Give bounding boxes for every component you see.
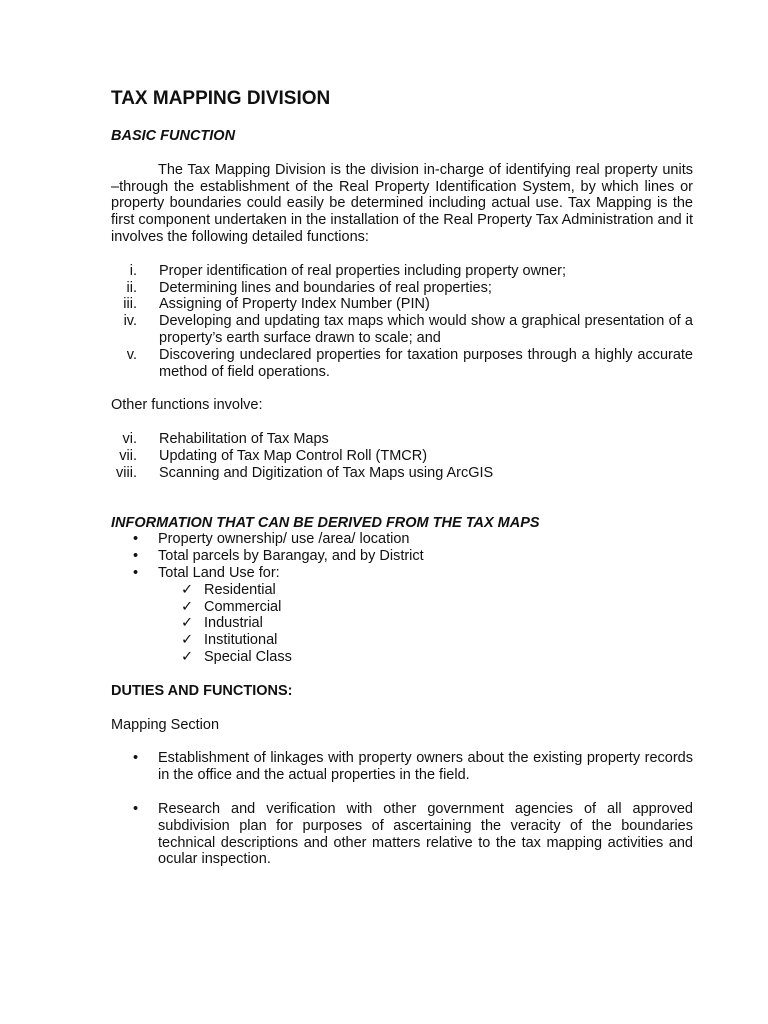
list-text: Institutional (204, 632, 278, 649)
other-functions-intro: Other functions involve: (111, 397, 263, 414)
list-text: Commercial (204, 598, 282, 615)
list-text: Assigning of Property Index Number (PIN) (159, 296, 430, 313)
list-item (111, 448, 693, 465)
list-number: i. (129, 262, 137, 279)
check-icon: ✓ (181, 598, 194, 615)
list-item (111, 431, 693, 448)
duties-heading: DUTIES AND FUNCTIONS: (111, 682, 293, 699)
list-number: iii. (123, 296, 137, 313)
list-text: Property ownership/ use /area/ location (158, 531, 410, 548)
list-text: Updating of Tax Map Control Roll (TMCR) (159, 447, 428, 464)
list-item (111, 347, 693, 381)
list-number: vi. (122, 431, 137, 448)
list-text: Special Class (204, 648, 292, 665)
information-list (111, 531, 693, 581)
list-number: ii. (126, 279, 137, 296)
list-item (111, 632, 693, 649)
list-text: Residential (204, 581, 276, 598)
list-text: Scanning and Digitization of Tax Maps using ArcGIS (159, 464, 494, 481)
bullet-icon: • (133, 548, 139, 565)
list-text: Research and verification with other government agencies of all approved subdivision plan for purposes of ascertaining the veracity of the boundaries technical descriptions and other matters relative to the tax mapping activities and ocular inspection. (158, 800, 693, 868)
list-item (111, 465, 693, 482)
list-item (111, 296, 693, 313)
list-number: viii. (116, 464, 137, 481)
list-item (111, 548, 693, 565)
list-text: Total Land Use for: (158, 564, 280, 581)
list-item (111, 280, 693, 297)
land-use-list (111, 582, 693, 666)
list-text: Proper identification of real properties including property owner; (159, 262, 567, 279)
mapping-section-label: Mapping Section (111, 716, 220, 733)
basic-function-list (111, 263, 693, 381)
basic-function-heading: BASIC FUNCTION (111, 128, 236, 144)
list-item (111, 313, 693, 347)
list-item (111, 615, 693, 632)
list-number: vii. (119, 447, 137, 464)
list-text: Determining lines and boundaries of real properties; (159, 279, 492, 296)
list-number: v. (126, 346, 137, 363)
list-item (111, 263, 693, 280)
bullet-icon: • (133, 800, 139, 817)
list-item (111, 531, 693, 548)
document-page (111, 88, 693, 868)
basic-function-paragraph: The Tax Mapping Division is the division in-charge of identifying real property units –through the establishment of the Real Property Identification System, by which lines or property boundaries could easily be determined including actual use. Tax Mapping is the first component undertaken in the installation of the Real Property Tax Administration and it involves the following detailed functions: (111, 161, 693, 245)
list-item (111, 565, 693, 582)
other-functions-list (111, 431, 693, 481)
list-item (111, 801, 693, 868)
list-text: Discovering undeclared properties for taxation purposes through a highly accurate method of field operations. (159, 346, 693, 380)
check-icon: ✓ (181, 615, 194, 632)
document-title: TAX MAPPING DIVISION (111, 88, 331, 109)
list-item (111, 649, 693, 666)
list-text: Total parcels by Barangay, and by District (158, 548, 424, 565)
duties-list (111, 750, 693, 868)
bullet-icon: • (133, 531, 139, 548)
list-text: Establishment of linkages with property owners about the existing property records in the office and the actual properties in the field. (158, 750, 693, 784)
list-item (111, 750, 693, 784)
check-icon: ✓ (181, 648, 194, 665)
check-icon: ✓ (181, 632, 194, 649)
list-text: Industrial (204, 615, 263, 632)
list-text: Developing and updating tax maps which would show a graphical presentation of a property’s earth surface drawn to scale; and (159, 313, 693, 346)
list-item (111, 582, 693, 599)
bullet-icon: • (133, 564, 139, 581)
check-icon: ✓ (181, 581, 194, 598)
list-number: iv. (123, 313, 137, 330)
list-item (111, 599, 693, 616)
list-spacer (111, 784, 693, 801)
information-heading: INFORMATION THAT CAN BE DERIVED FROM THE TAX MAPS (111, 514, 540, 531)
list-text: Rehabilitation of Tax Maps (159, 431, 329, 448)
bullet-icon: • (133, 750, 139, 767)
